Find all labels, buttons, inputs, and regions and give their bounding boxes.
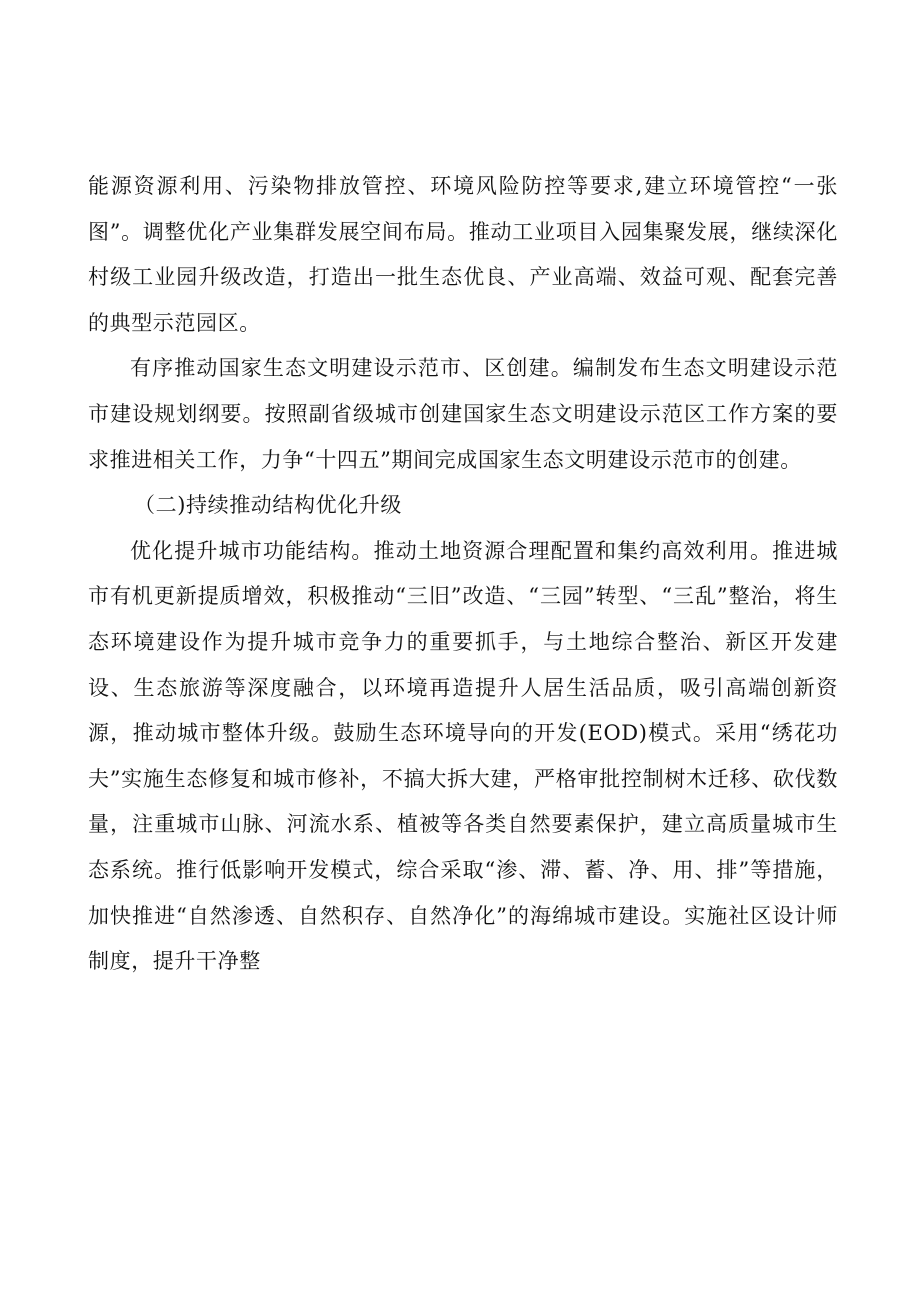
document-body [88,164,838,985]
section-heading: （二)持续推动结构优化升级 [134,493,402,518]
paragraph-urban-function: 优化提升城市功能结构。推动土地资源合理配置和集约高效利用。推进城市有机更新提质增效，积极推动“三旧”改造、“三园”转型、“三乱”整治，将生态环境建设作为提升城市竞争力的重要抓手，与土地综合整治、新区开发建设、生态旅游等深度融合，以环境再造提升人居生活品质，吸引高端创新资源，推动城市整体升级。鼓励生态环境导向的开发(EOD)模式。采用“绣花功夫”实施生态修复和城市修补，不搞大拆大建，严格审批控制树木迁移、砍伐数量，注重城市山脉、河流水系、植被等各类自然要素保护，建立高质量城市生态系统。推行低影响开发模式，综合采取“渗、滞、蓄、净、用、排”等措施，加快推进“自然渗透、自然积存、自然净化”的海绵城市建设。实施社区设计师制度，提升干净整 [88,538,838,974]
paragraph-continuation: 能源资源利用、污染物排放管控、环境风险防控等要求,建立环境管控“一张图”。调整优化产业集群发展空间布局。推动工业项目入园集聚发展，继续深化村级工业园升级改造，打造出一批生态优良、产业高端、效益可观、配套完善的典型示范园区。 [88,174,838,335]
paragraph-demonstration-city: 有序推动国家生态文明建设示范市、区创建。编制发布生态文明建设示范市建设规划纲要。按照副省级城市创建国家生态文明建设示范区工作方案的要求推进相关工作，力争“十四五”期间完成国家生态文明建设示范市的创建。 [88,356,838,472]
